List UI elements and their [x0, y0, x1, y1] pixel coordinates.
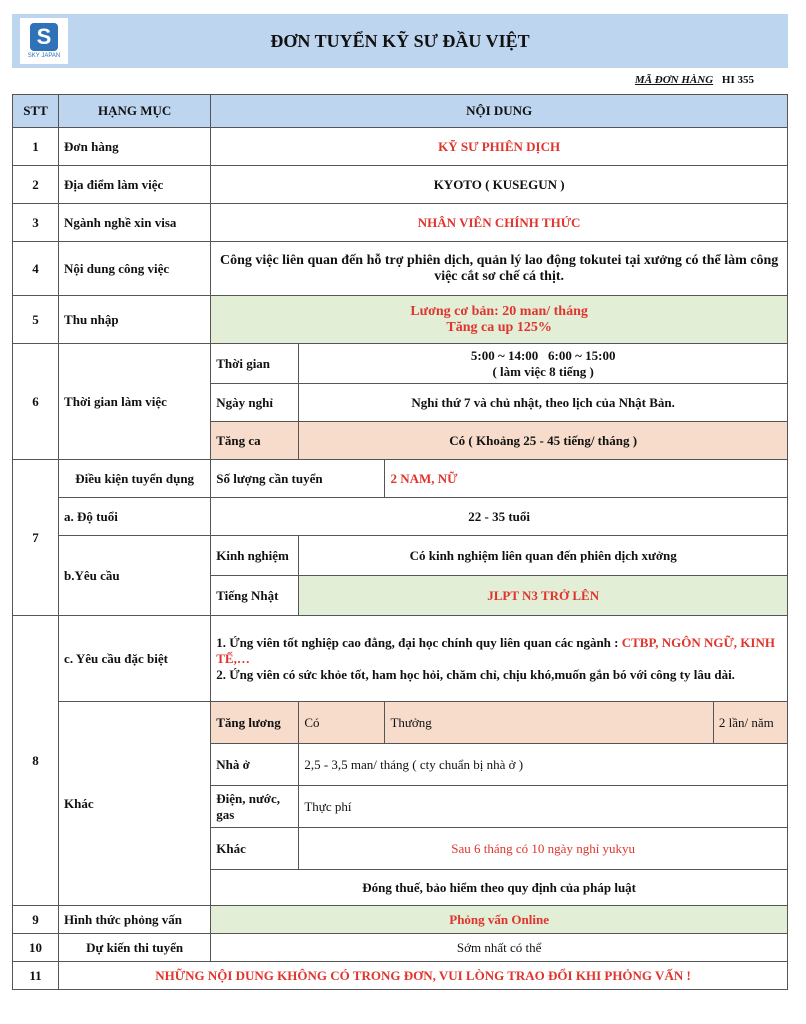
row-label: c. Yêu cầu đặc biệt — [59, 616, 211, 702]
sub-value: JLPT N3 TRỞ LÊN — [299, 576, 788, 616]
sub-label: Tăng lương — [211, 702, 299, 744]
order-code-label: MÃ ĐƠN HÀNG — [634, 74, 714, 86]
special-requirements — [211, 616, 788, 702]
col-category: HẠNG MỤC — [59, 95, 211, 128]
bonus-label: Thưởng — [385, 702, 713, 744]
work-hours-note: ( làm việc 8 tiếng ) — [492, 363, 594, 379]
sky-japan-logo-icon: S — [30, 23, 58, 51]
page-title: ĐƠN TUYỂN KỸ SƯ ĐẦU VIỆT — [270, 30, 530, 51]
row-label: b.Yêu cầu — [59, 536, 211, 616]
requirement-1-text: 1. Ứng viên tốt nghiệp cao đẳng, đại học chính quy liên quan các ngành : — [216, 634, 622, 650]
sub-value: Nghỉ thứ 7 và chủ nhật, theo lịch của Nhật Bản. — [299, 384, 788, 422]
row-value: KYOTO ( KUSEGUN ) — [211, 166, 788, 204]
sub-label: Tăng ca — [211, 422, 299, 460]
sub-label: Số lượng cần tuyển — [211, 460, 385, 498]
row-number: 5 — [13, 296, 59, 344]
sub-value: 2 NAM, NỮ — [385, 460, 788, 498]
row-label: Dự kiến thi tuyển — [59, 934, 211, 962]
sub-label: Kinh nghiệm — [211, 536, 299, 576]
row-value: KỸ SƯ PHIÊN DỊCH — [211, 128, 788, 166]
row-number: 8 — [13, 616, 59, 906]
sub-value: 2,5 - 3,5 man/ tháng ( cty chuẩn bị nhà ở ) — [299, 744, 788, 786]
job-order-table — [12, 94, 788, 990]
row-recruit-conditions — [13, 460, 788, 498]
work-hours-shifts: 5:00 ~ 14:00 6:00 ~ 15:00 — [470, 347, 616, 363]
sub-label: Ngày nghỉ — [211, 384, 299, 422]
row-number: 4 — [13, 242, 59, 296]
row-label: a. Độ tuổi — [59, 498, 211, 536]
row-label: Điều kiện tuyển dụng — [59, 460, 211, 498]
row-work-time — [13, 344, 788, 384]
sub-value: Có — [299, 702, 385, 744]
logo-text: SKY JAPAN — [27, 53, 61, 59]
sub-label: Tiếng Nhật — [211, 576, 299, 616]
overtime-rate: Tăng ca up 125% — [446, 319, 552, 335]
title-banner — [12, 14, 788, 68]
row-exam-date — [13, 934, 788, 962]
closing-note: NHỮNG NỘI DUNG KHÔNG CÓ TRONG ĐƠN, VUI LÒNG TRAO ĐỔI KHI PHỎNG VẤN ! — [59, 962, 788, 990]
tax-note: Đóng thuế, bảo hiểm theo quy định của pháp luật — [211, 870, 788, 906]
row-income — [13, 296, 788, 344]
row-interview — [13, 906, 788, 934]
sub-label: Khác — [211, 828, 299, 870]
sub-value: 22 - 35 tuổi — [211, 498, 788, 536]
bonus-value: 2 lần/ năm — [713, 702, 787, 744]
order-code — [635, 74, 754, 86]
income-value — [211, 296, 788, 344]
row-number: 6 — [13, 344, 59, 460]
row-value: Phỏng vấn Online — [211, 906, 788, 934]
row-number: 1 — [13, 128, 59, 166]
row-number: 3 — [13, 204, 59, 242]
row-number: 7 — [13, 460, 59, 616]
row-age — [13, 498, 788, 536]
row-label: Hình thức phỏng vấn — [59, 906, 211, 934]
col-stt: STT — [13, 95, 59, 128]
sub-value: Sau 6 tháng có 10 ngày nghỉ yukyu — [299, 828, 788, 870]
row-label: Nội dung công việc — [59, 242, 211, 296]
row-experience — [13, 536, 788, 576]
row-label: Thời gian làm việc — [59, 344, 211, 460]
row-value: NHÂN VIÊN CHÍNH THỨC — [211, 204, 788, 242]
sub-label: Điện, nước, gas — [211, 786, 299, 828]
base-salary: Lương cơ bản: 20 man/ tháng — [410, 303, 588, 319]
col-content: NỘI DUNG — [211, 95, 788, 128]
row-number: 2 — [13, 166, 59, 204]
row-location — [13, 166, 788, 204]
requirement-2: 2. Ứng viên có sức khỏe tốt, ham học hỏi, chăm chỉ, chịu khó,muốn gắn bó với công ty lâu dài. — [216, 666, 735, 682]
row-value: Công việc liên quan đến hỗ trợ phiên dịch, quản lý lao động tokutei tại xưởng có thể làm công việc cắt sơ chế cá thịt. — [211, 242, 788, 296]
row-label: Đơn hàng — [59, 128, 211, 166]
row-label: Khác — [59, 702, 211, 906]
row-job-content — [13, 242, 788, 296]
row-special-requirements — [13, 616, 788, 702]
order-code-value: HI 355 — [721, 74, 754, 86]
sub-label: Thời gian — [211, 344, 299, 384]
row-raise — [13, 702, 788, 744]
work-hours — [299, 344, 788, 384]
row-number: 9 — [13, 906, 59, 934]
requirement-1-majors: CTBP, NGÔN NGỮ, KINH TẾ,… — [216, 634, 775, 666]
row-order — [13, 128, 788, 166]
requirement-1 — [216, 635, 782, 667]
sub-value: Có ( Khoảng 25 - 45 tiếng/ tháng ) — [299, 422, 788, 460]
sub-value: Có kinh nghiệm liên quan đến phiên dịch xưởng — [299, 536, 788, 576]
row-label: Ngành nghề xin visa — [59, 204, 211, 242]
row-number: 11 — [13, 962, 59, 990]
row-label: Địa điểm làm việc — [59, 166, 211, 204]
row-note — [13, 962, 788, 990]
sub-label: Nhà ở — [211, 744, 299, 786]
row-label: Thu nhập — [59, 296, 211, 344]
sub-value: Thực phí — [299, 786, 788, 828]
row-value: Sớm nhất có thể — [211, 934, 788, 962]
row-visa — [13, 204, 788, 242]
row-number: 10 — [13, 934, 59, 962]
table-header-row — [13, 95, 788, 128]
